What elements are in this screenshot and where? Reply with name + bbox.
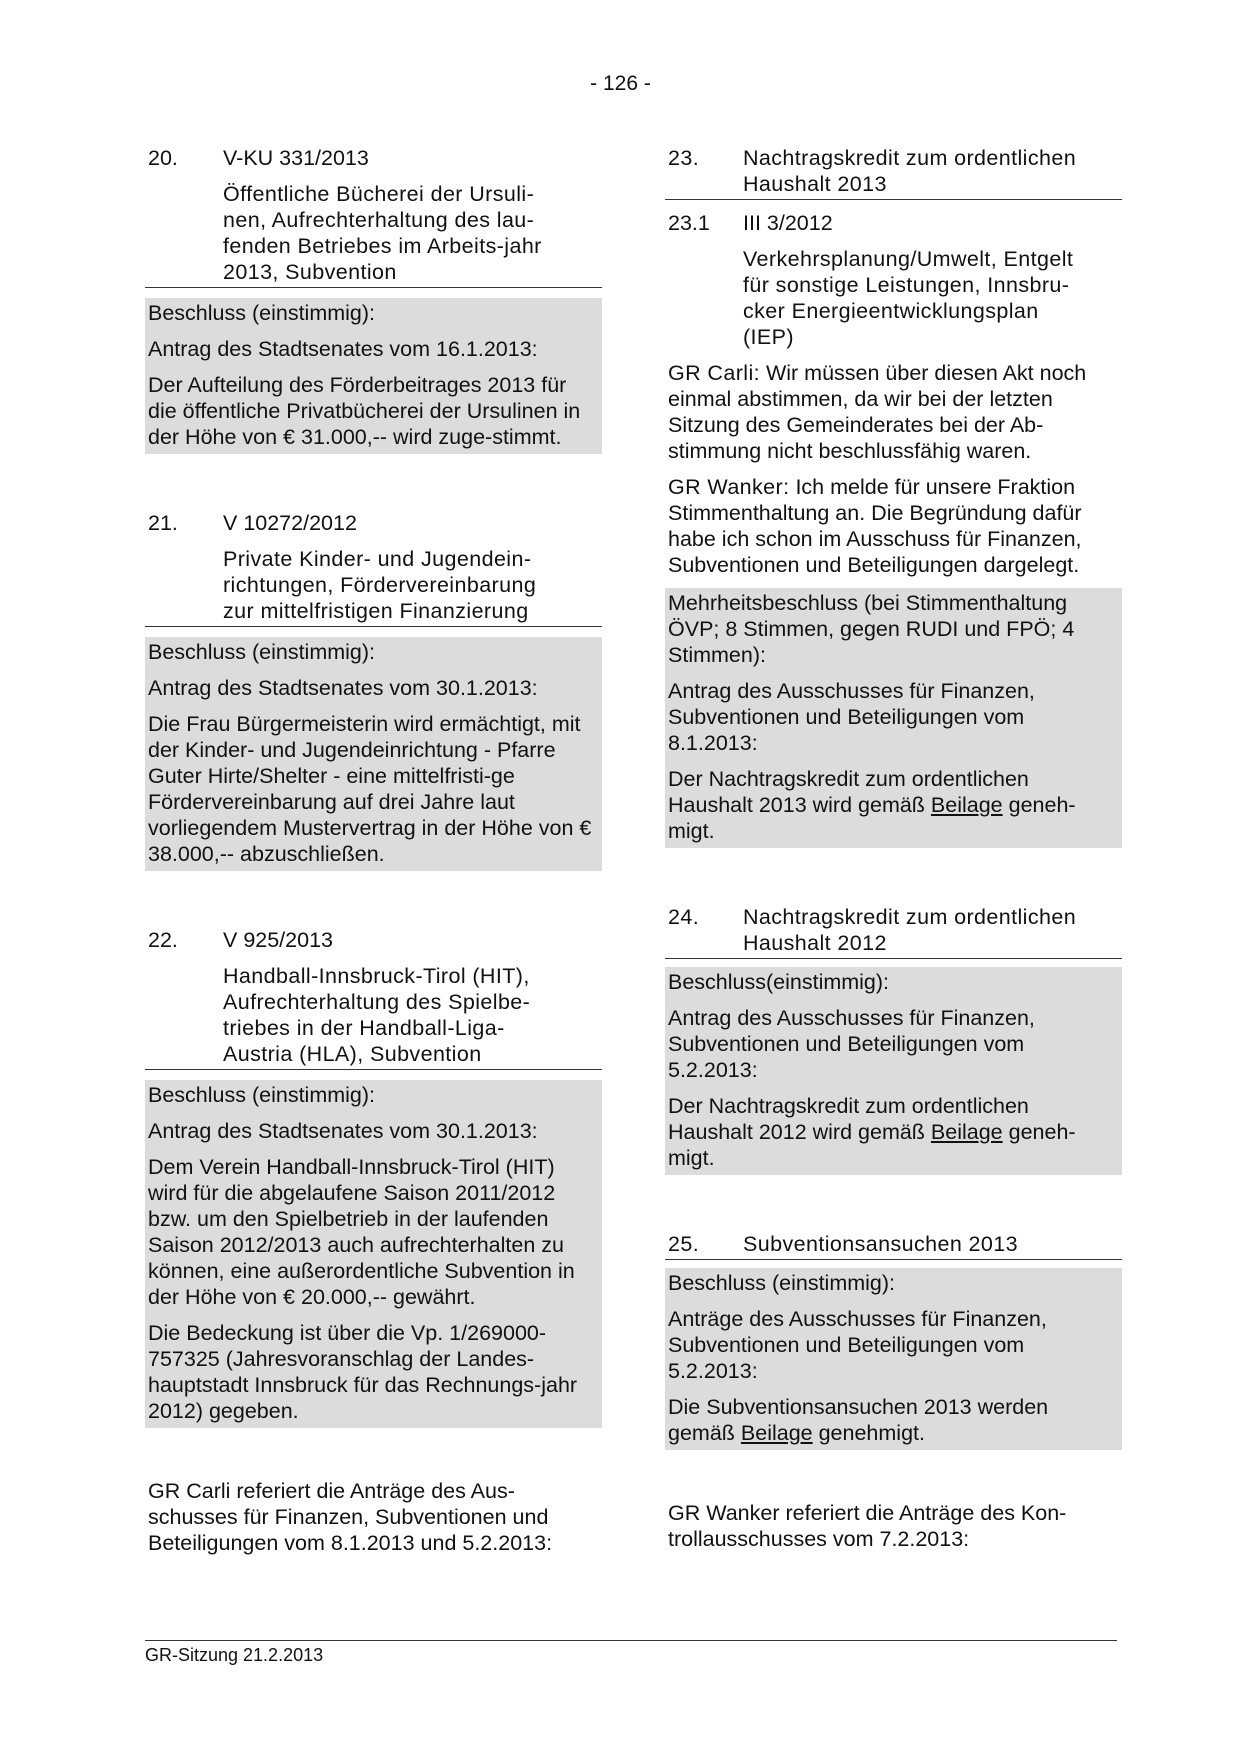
funding-text: Die Bedeckung ist über die Vp. 1/269000-757325 (Jahresvoranschlag der Landes-hauptstadt Innsbruck für das Rechnungs-jahr 2012) gegeben. <box>148 1321 578 1423</box>
speech-carli <box>668 360 1122 464</box>
item-number: 20. <box>148 146 178 170</box>
file-code: V 925/2013 <box>223 928 333 952</box>
item-title: Subventionsansuchen 2013 <box>743 1232 1018 1256</box>
decision-box <box>145 1080 602 1428</box>
right-column <box>665 145 1122 1562</box>
item-number: 22. <box>148 928 178 952</box>
decision-label: Beschluss (einstimmig): <box>668 1271 895 1295</box>
decision-label: Mehrheitsbeschluss (bei Stimmenthaltung ÖVP; 8 Stimmen, gegen RUDI und FPÖ; 4 Stimmen): <box>668 591 1075 667</box>
sub-item-number: 23.1 <box>668 211 710 235</box>
decision-box <box>145 298 602 454</box>
decision-box <box>145 637 602 871</box>
page-number: - 126 - <box>590 72 651 95</box>
decision-text: Dem Verein Handball-Innsbruck-Tirol (HIT) wird für die abgelaufene Saison 2011/2012 bzw. um den Spielbetrieb in der laufenden Saison 2012/2013 auch aufrechterhalten zu können, eine außerordentliche Subvention in der Höhe von € 20.000,-- gewährt. <box>148 1155 575 1309</box>
motion-label: Antrag des Stadtsenates vom 30.1.2013: <box>148 676 538 700</box>
decision-box <box>665 1268 1122 1450</box>
motion-label: Antrag des Stadtsenates vom 30.1.2013: <box>148 1119 538 1143</box>
decision-label: Beschluss (einstimmig): <box>148 640 375 664</box>
page-footer: GR-Sitzung 21.2.2013 <box>145 1640 1117 1666</box>
decision-label: Beschluss (einstimmig): <box>148 301 375 325</box>
decision-text: Die Frau Bürgermeisterin wird ermächtigt, mit der Kinder- und Jugendeinrichtung - Pfarre Guter Hirte/Shelter - eine mittelfristi-ge Fördervereinbarung auf drei Jahre laut vorliegendem Mustervertrag in der Höhe von € 38.000,-- abzuschließen. <box>148 712 592 866</box>
item-subject: Handball-Innsbruck-Tirol (HIT), Aufrechterhaltung des Spielbe-triebes in der Handball-Liga-Austria (HLA), Subvention <box>223 964 531 1066</box>
speech-text: Ich melde für unsere Fraktion Stimmenthaltung an. Die Begründung dafür habe ich schon im Ausschuss für Finanzen, Subventionen und Beteiligungen dargelegt. <box>668 475 1082 577</box>
item-subject: Private Kinder- und Jugendein-richtungen, Fördervereinbarung zur mittelfristigen Finanzierung <box>223 547 537 623</box>
agenda-item-25 <box>665 1231 1122 1450</box>
file-code: V 10272/2012 <box>223 511 357 535</box>
agenda-item-24 <box>665 904 1122 1175</box>
closing-text: GR Wanker referiert die Anträge des Kon-trollausschusses vom 7.2.2013: <box>668 1501 1067 1551</box>
motion-label: Antrag des Ausschusses für Finanzen, Subventionen und Beteiligungen vom 5.2.2013: <box>668 1006 1035 1082</box>
item-number: 25. <box>668 1232 700 1256</box>
agenda-item-21 <box>145 510 602 871</box>
left-closing <box>145 1478 602 1556</box>
decision-box <box>665 588 1122 848</box>
item-number: 23. <box>668 146 700 170</box>
motion-label: Anträge des Ausschusses für Finanzen, Subventionen und Beteiligungen vom 5.2.2013: <box>668 1307 1047 1383</box>
closing-text: GR Carli referiert die Anträge des Aus-schusses für Finanzen, Subventionen und Beteiligungen vom 8.1.2013 und 5.2.2013: <box>148 1479 553 1555</box>
file-code: V-KU 331/2013 <box>223 146 369 170</box>
decision-text: Der Aufteilung des Förderbeitrages 2013 für die öffentliche Privatbücherei der Ursulinen in der Höhe von € 31.000,-- wird zuge-stimmt. <box>148 373 581 449</box>
file-code: III 3/2012 <box>743 211 833 235</box>
decision-label: Beschluss (einstimmig): <box>148 1083 375 1107</box>
right-closing <box>665 1500 1122 1552</box>
beilage-link[interactable]: Beilage <box>740 1421 813 1445</box>
decision-text: Der Nachtragskredit zum ordentlichen Haushalt 2012 wird gemäß Beilage geneh-migt. <box>668 1094 1076 1170</box>
speaker: GR Carli: <box>668 361 760 385</box>
speaker: GR Wanker: <box>668 475 790 499</box>
agenda-item-22 <box>145 927 602 1428</box>
item-number: 24. <box>668 905 700 929</box>
item-subject: Öffentliche Bücherei der Ursuli-nen, Aufrechterhaltung des lau-fenden Betriebes im Arbeits-jahr 2013, Subvention <box>223 182 542 284</box>
left-column <box>145 145 602 1566</box>
speech-wanker <box>668 474 1122 578</box>
decision-text: Der Nachtragskredit zum ordentlichen Haushalt 2013 wird gemäß Beilage geneh-migt. <box>668 767 1076 843</box>
item-number: 21. <box>148 511 178 535</box>
item-title: Nachtragskredit zum ordentlichen Haushalt 2013 <box>743 146 1077 196</box>
beilage-link[interactable]: Beilage <box>930 1120 1003 1144</box>
agenda-item-23 <box>665 145 1122 848</box>
motion-label: Antrag des Ausschusses für Finanzen, Subventionen und Beteiligungen vom 8.1.2013: <box>668 679 1035 755</box>
motion-label: Antrag des Stadtsenates vom 16.1.2013: <box>148 337 538 361</box>
decision-label: Beschluss(einstimmig): <box>668 970 890 994</box>
agenda-item-20 <box>145 145 602 454</box>
decision-text: Die Subventionsansuchen 2013 werden gemäß Beilage genehmigt. <box>668 1395 1049 1445</box>
item-title: Nachtragskredit zum ordentlichen Haushalt 2012 <box>743 905 1077 955</box>
speech-text: Wir müssen über diesen Akt noch einmal abstimmen, da wir bei der letzten Sitzung des Gemeinderates bei der Ab-stimmung nicht beschlussfähig waren. <box>668 361 1087 463</box>
item-subject: Verkehrsplanung/Umwelt, Entgelt für sonstige Leistungen, Innsbru-cker Energieentwicklungsplan (IEP) <box>743 247 1074 349</box>
beilage-link[interactable]: Beilage <box>930 793 1003 817</box>
decision-box <box>665 967 1122 1175</box>
